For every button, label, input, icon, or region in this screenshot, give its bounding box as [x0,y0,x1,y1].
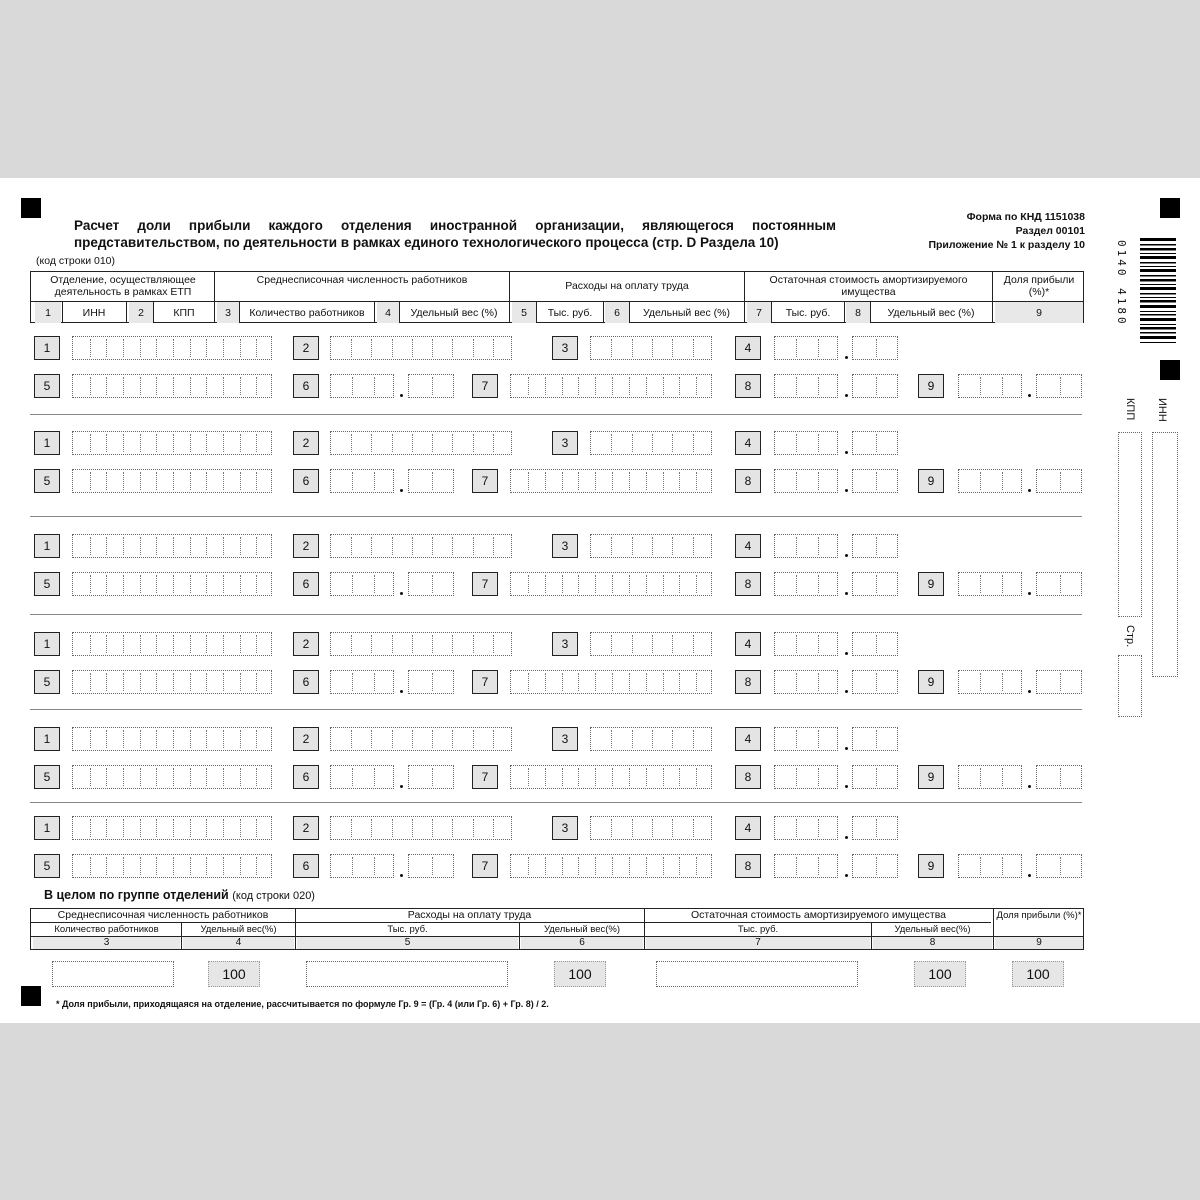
row5-field-num-7: 7 [472,765,498,789]
row4-workers-input[interactable] [590,632,712,656]
row4-profit-share-frac[interactable] [1036,670,1082,694]
footnote: * Доля прибыли, приходящаяся на отделение, рассчитывается по формуле Гр. 9 = (Гр. 4 (или Гр. 6) + Гр. 8) / 2. [56,999,549,1009]
row1-workers-weight-int[interactable] [774,336,838,360]
totals-profit-share-value[interactable]: 100 [1012,961,1064,987]
decimal-point [845,592,848,595]
row2-property-thousand-rub-input[interactable] [510,469,712,493]
row5-kpp-input[interactable] [330,727,512,751]
row2-field-num-7: 7 [472,469,498,493]
header-col-num-7: 7 [747,302,771,323]
decimal-point [845,394,848,397]
row6-labor-thousand-rub-input[interactable] [72,854,272,878]
row3-field-num-7: 7 [472,572,498,596]
header-col-inn: ИНН [82,306,106,319]
row2-workers-weight-int[interactable] [774,431,838,455]
row2-workers-input[interactable] [590,431,712,455]
header-col-num-5: 5 [512,302,536,323]
row2-field-num-4: 4 [735,431,761,455]
row5-property-weight-int[interactable] [774,765,838,789]
row5-workers-input[interactable] [590,727,712,751]
row-separator [30,516,1082,517]
row1-inn-input[interactable] [72,336,272,360]
totals-workers-weight-value[interactable]: 100 [208,961,260,987]
totals-title: В целом по группе отделений (код строки 020) [44,888,315,902]
row4-field-num-7: 7 [472,670,498,694]
header-group-property: Остаточная стоимость амортизируемого имущества [769,274,968,298]
decimal-point [400,489,403,492]
row2-field-num-9: 9 [918,469,944,493]
row2-field-num-5: 5 [34,469,60,493]
row6-property-weight-frac[interactable] [852,854,898,878]
header-col-labor-weight: Удельный вес (%) [643,306,730,319]
row4-field-num-9: 9 [918,670,944,694]
totals-col-num-6: 6 [521,937,643,949]
decimal-point [400,785,403,788]
header-col-num-8: 8 [846,302,870,323]
decimal-point [1028,690,1031,693]
decimal-point [400,690,403,693]
row3-property-thousand-rub-input[interactable] [510,572,712,596]
row3-field-num-1: 1 [34,534,60,558]
row2-field-num-6: 6 [293,469,319,493]
row6-field-num-7: 7 [472,854,498,878]
row4-profit-share-int[interactable] [958,670,1022,694]
row2-field-num-8: 8 [735,469,761,493]
header-group-profit-share: Доля прибыли (%)* [1003,274,1075,298]
row3-labor-weight-frac[interactable] [408,572,454,596]
totals-workers-field[interactable] [52,961,174,987]
totals-sub-workers-weight: Удельный вес(%) [200,924,277,935]
totals-group-property: Остаточная стоимость амортизируемого имущества [690,909,947,921]
decimal-point [845,489,848,492]
side-label-page: Стр. [1124,625,1136,648]
row1-profit-share-frac[interactable] [1036,374,1082,398]
header-col-num-9: 9 [995,302,1083,323]
row1-labor-weight-int[interactable] [330,374,394,398]
row4-field-num-1: 1 [34,632,60,656]
form-appendix: Приложение № 1 к разделу 10 [928,239,1085,251]
totals-labor-weight-value[interactable]: 100 [554,961,606,987]
row6-field-num-8: 8 [735,854,761,878]
row4-field-num-5: 5 [34,670,60,694]
row-separator [30,709,1082,710]
row3-kpp-input[interactable] [330,534,512,558]
row2-field-num-3: 3 [552,431,578,455]
header-col-num-6: 6 [605,302,629,323]
totals-col-num-3: 3 [33,937,180,949]
decimal-point [400,592,403,595]
row1-property-weight-int[interactable] [774,374,838,398]
totals-sub-property-weight: Удельный вес(%) [894,924,971,935]
row3-field-num-8: 8 [735,572,761,596]
row4-field-num-3: 3 [552,632,578,656]
row1-workers-input[interactable] [590,336,712,360]
row3-field-num-2: 2 [293,534,319,558]
row5-profit-share-int[interactable] [958,765,1022,789]
row4-property-weight-int[interactable] [774,670,838,694]
row6-property-weight-int[interactable] [774,854,838,878]
row1-property-weight-frac[interactable] [852,374,898,398]
row5-field-num-1: 1 [34,727,60,751]
row6-profit-share-int[interactable] [958,854,1022,878]
row3-inn-input[interactable] [72,534,272,558]
decimal-point [845,874,848,877]
form-title: Расчет доли прибыли каждого отделения иностранной организации, являющегося постоянным представительством, по деятельности в рамках единого технологического процесса (стр. D Раздела 10) [74,218,836,250]
row6-labor-weight-frac[interactable] [408,854,454,878]
totals-sub-labor-weight: Удельный вес(%) [543,924,621,935]
row5-property-weight-frac[interactable] [852,765,898,789]
form-code: Форма по КНД 1151038 [966,211,1085,223]
row5-labor-weight-int[interactable] [330,765,394,789]
row2-property-weight-frac[interactable] [852,469,898,493]
side-label-kpp: КПП [1124,398,1136,421]
row6-labor-weight-int[interactable] [330,854,394,878]
decimal-point [845,451,848,454]
decimal-point [845,652,848,655]
row5-field-num-6: 6 [293,765,319,789]
row4-field-num-6: 6 [293,670,319,694]
row4-property-thousand-rub-input[interactable] [510,670,712,694]
row5-workers-weight-int[interactable] [774,727,838,751]
row1-field-num-8: 8 [735,374,761,398]
totals-col-num-8: 8 [873,937,992,949]
row3-workers-weight-frac[interactable] [852,534,898,558]
row1-field-num-6: 6 [293,374,319,398]
header-group-headcount: Среднесписочная численность работников [256,274,468,286]
decimal-point [1028,592,1031,595]
row2-profit-share-int[interactable] [958,469,1022,493]
header-col-workers: Количество работников [249,306,365,319]
row2-property-weight-int[interactable] [774,469,838,493]
row5-labor-weight-frac[interactable] [408,765,454,789]
totals-property-field[interactable] [656,961,858,987]
row2-labor-thousand-rub-input[interactable] [72,469,272,493]
row1-field-num-4: 4 [735,336,761,360]
row4-inn-input[interactable] [72,632,272,656]
row3-labor-thousand-rub-input[interactable] [72,572,272,596]
row4-labor-weight-int[interactable] [330,670,394,694]
row5-labor-thousand-rub-input[interactable] [72,765,272,789]
header-col-property-weight: Удельный вес (%) [887,306,975,319]
row1-field-num-7: 7 [472,374,498,398]
row6-field-num-9: 9 [918,854,944,878]
decimal-point [1028,489,1031,492]
row5-property-thousand-rub-input[interactable] [510,765,712,789]
row4-labor-thousand-rub-input[interactable] [72,670,272,694]
row4-field-num-8: 8 [735,670,761,694]
totals-group-labor-costs: Расходы на оплату труда [407,909,532,921]
row6-field-num-5: 5 [34,854,60,878]
row3-workers-input[interactable] [590,534,712,558]
row4-labor-weight-frac[interactable] [408,670,454,694]
row5-field-num-8: 8 [735,765,761,789]
row1-profit-share-int[interactable] [958,374,1022,398]
header-group-branch: Отделение, осуществляющее деятельность в рамках ЕТП [50,274,196,298]
row-separator [30,614,1082,615]
side-kpp-field[interactable] [1118,432,1142,617]
totals-sub-property-thousand-rub: Тыс. руб. [737,924,779,935]
row3-profit-share-frac[interactable] [1036,572,1082,596]
row2-profit-share-frac[interactable] [1036,469,1082,493]
decimal-point [400,394,403,397]
row6-kpp-input[interactable] [330,816,512,840]
header-col-num-1: 1 [35,302,61,323]
row2-field-num-2: 2 [293,431,319,455]
row1-field-num-2: 2 [293,336,319,360]
row2-labor-weight-frac[interactable] [408,469,454,493]
row1-kpp-input[interactable] [330,336,512,360]
totals-sub-labor-thousand-rub: Тыс. руб. [387,924,428,935]
row3-field-num-6: 6 [293,572,319,596]
side-page-field[interactable] [1118,655,1142,717]
row1-labor-thousand-rub-input[interactable] [72,374,272,398]
form-section: Раздел 00101 [1015,225,1085,237]
row1-workers-weight-frac[interactable] [852,336,898,360]
row1-field-num-1: 1 [34,336,60,360]
column-header-table [30,271,1084,323]
row2-workers-weight-frac[interactable] [852,431,898,455]
side-inn-field[interactable] [1152,432,1178,677]
row4-kpp-input[interactable] [330,632,512,656]
row6-field-num-1: 1 [34,816,60,840]
totals-col-num-7: 7 [646,937,870,949]
row5-workers-weight-frac[interactable] [852,727,898,751]
side-label-inn: ИНН [1156,398,1168,422]
row3-property-weight-int[interactable] [774,572,838,596]
row3-field-num-9: 9 [918,572,944,596]
row3-labor-weight-int[interactable] [330,572,394,596]
header-group-labor-costs: Расходы на оплату труда [565,280,689,292]
row5-profit-share-frac[interactable] [1036,765,1082,789]
row5-field-num-5: 5 [34,765,60,789]
totals-col-num-4: 4 [183,937,294,949]
row5-field-num-2: 2 [293,727,319,751]
corner-marker-right-middle [1160,360,1180,380]
decimal-point [845,356,848,359]
row3-workers-weight-int[interactable] [774,534,838,558]
row1-field-num-3: 3 [552,336,578,360]
row2-field-num-1: 1 [34,431,60,455]
totals-group-headcount: Среднесписочная численность работников [57,909,269,921]
header-col-workers-weight: Удельный вес (%) [410,306,498,319]
row3-field-num-5: 5 [34,572,60,596]
row4-workers-weight-frac[interactable] [852,632,898,656]
row6-workers-weight-int[interactable] [774,816,838,840]
decimal-point [845,554,848,557]
row4-field-num-2: 2 [293,632,319,656]
totals-table [30,908,1084,950]
decimal-point [1028,394,1031,397]
header-col-num-2: 2 [129,302,153,323]
row6-profit-share-frac[interactable] [1036,854,1082,878]
header-col-num-3: 3 [217,302,239,323]
row6-inn-input[interactable] [72,816,272,840]
corner-marker-top-left [21,198,41,218]
row3-property-weight-frac[interactable] [852,572,898,596]
row-separator [30,802,1082,803]
decimal-point [845,690,848,693]
header-col-property-thousand-rub: Тыс. руб. [785,306,831,319]
row3-field-num-4: 4 [735,534,761,558]
header-col-labor-thousand-rub: Тыс. руб. [547,306,593,319]
row3-profit-share-int[interactable] [958,572,1022,596]
row1-field-num-5: 5 [34,374,60,398]
corner-marker-bottom-left [21,986,41,1006]
row6-field-num-4: 4 [735,816,761,840]
row1-field-num-9: 9 [918,374,944,398]
header-col-num-4: 4 [377,302,399,323]
row6-field-num-2: 2 [293,816,319,840]
barcode [1140,236,1180,346]
decimal-point [400,874,403,877]
row6-field-num-6: 6 [293,854,319,878]
row5-field-num-4: 4 [735,727,761,751]
row5-field-num-3: 3 [552,727,578,751]
decimal-point [845,747,848,750]
header-col-kpp: КПП [173,306,195,319]
row6-workers-weight-frac[interactable] [852,816,898,840]
row5-field-num-9: 9 [918,765,944,789]
decimal-point [1028,785,1031,788]
row3-field-num-3: 3 [552,534,578,558]
barcode-number: 0140 4180 [1115,240,1128,327]
row4-property-weight-frac[interactable] [852,670,898,694]
totals-sub-workers: Количество работников [54,924,159,935]
row2-inn-input[interactable] [72,431,272,455]
totals-property-weight-value[interactable]: 100 [914,961,966,987]
row5-inn-input[interactable] [72,727,272,751]
row2-kpp-input[interactable] [330,431,512,455]
row1-labor-weight-frac[interactable] [408,374,454,398]
corner-marker-top-right [1160,198,1180,218]
totals-col-num-9: 9 [995,937,1083,949]
decimal-point [1028,874,1031,877]
row4-field-num-4: 4 [735,632,761,656]
row6-workers-input[interactable] [590,816,712,840]
decimal-point [845,836,848,839]
totals-labor-field[interactable] [306,961,508,987]
row6-property-thousand-rub-input[interactable] [510,854,712,878]
row-code-010: (код строки 010) [36,255,115,267]
form-info [928,210,1085,252]
row1-property-thousand-rub-input[interactable] [510,374,712,398]
row2-labor-weight-int[interactable] [330,469,394,493]
totals-col-num-5: 5 [297,937,518,949]
decimal-point [845,785,848,788]
row4-workers-weight-int[interactable] [774,632,838,656]
row6-field-num-3: 3 [552,816,578,840]
totals-group-profit-share: Доля прибыли (%)* [996,910,1082,921]
row-separator [30,414,1082,415]
